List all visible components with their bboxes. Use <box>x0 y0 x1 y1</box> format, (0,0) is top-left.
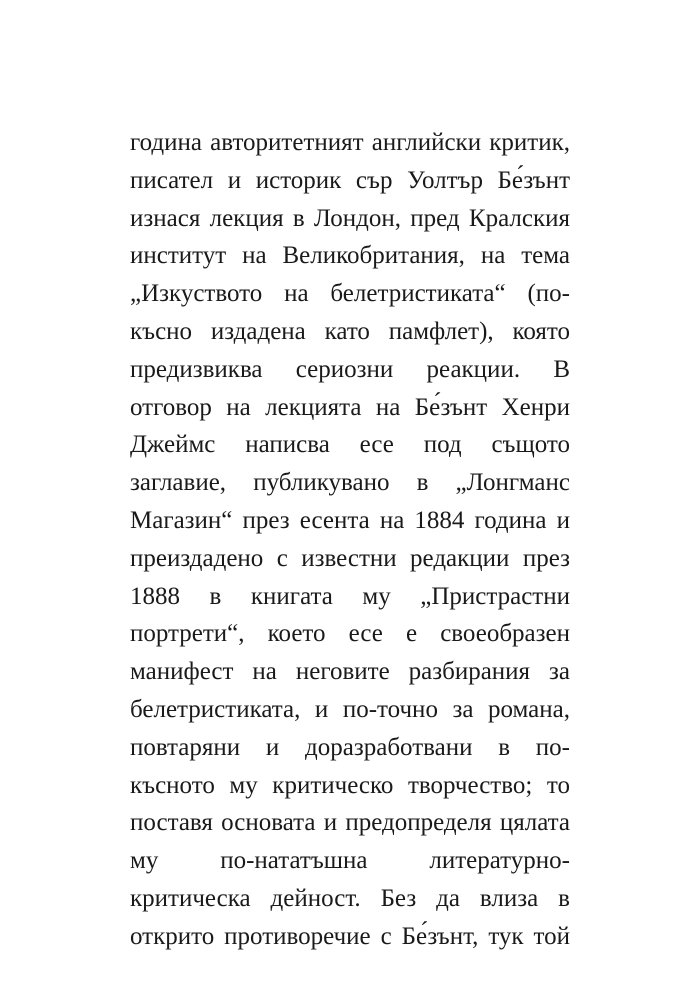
text-line: 1888 в книгата му „Пристрастни <box>130 582 570 610</box>
text-line: писател и историк сър Уолтър Бе́зънт <box>130 166 570 194</box>
text-line: критическа дейност. Без да влиза в <box>130 884 570 912</box>
body-text <box>130 124 570 956</box>
text-line: поставя основата и предопределя цялата <box>130 809 570 837</box>
text-line: белетристиката, и по-точно за романа, <box>130 695 570 723</box>
text-line: предизвиква сериозни реакции. В <box>130 355 570 383</box>
text-line: манифест на неговите разбирания за <box>130 658 570 686</box>
text-line: година авторитетният английски критик, <box>130 129 570 156</box>
text-line: късно издадена като памфлет), която <box>130 317 570 345</box>
text-line: късното му критическо творчество; то <box>130 771 570 799</box>
text-line: му по-нататъшна литературно- <box>130 847 570 875</box>
text-line: институт на Великобритания, на тема <box>130 242 570 270</box>
text-line: повтаряни и доразработвани в по- <box>130 733 570 761</box>
text-line: портрети“, което есе е своеобразен <box>130 620 570 648</box>
text-line: отговор на лекцията на Бе́зънт Хенри <box>130 393 570 421</box>
text-line: „Изкуството на белетристиката“ (по- <box>130 280 570 308</box>
text-line: Магазин“ през есента на 1884 година и <box>130 506 570 534</box>
text-line: изнася лекция в Лондон, пред Кралския <box>130 204 570 232</box>
text-line: открито противоречие с Бе́зънт, тук той <box>130 922 570 950</box>
text-line: Джеймс написва есе под същото <box>130 431 570 459</box>
text-line: преиздадено с известни редакции през <box>130 544 570 572</box>
text-line: заглавие, публикувано в „Лонгманс <box>130 469 570 497</box>
